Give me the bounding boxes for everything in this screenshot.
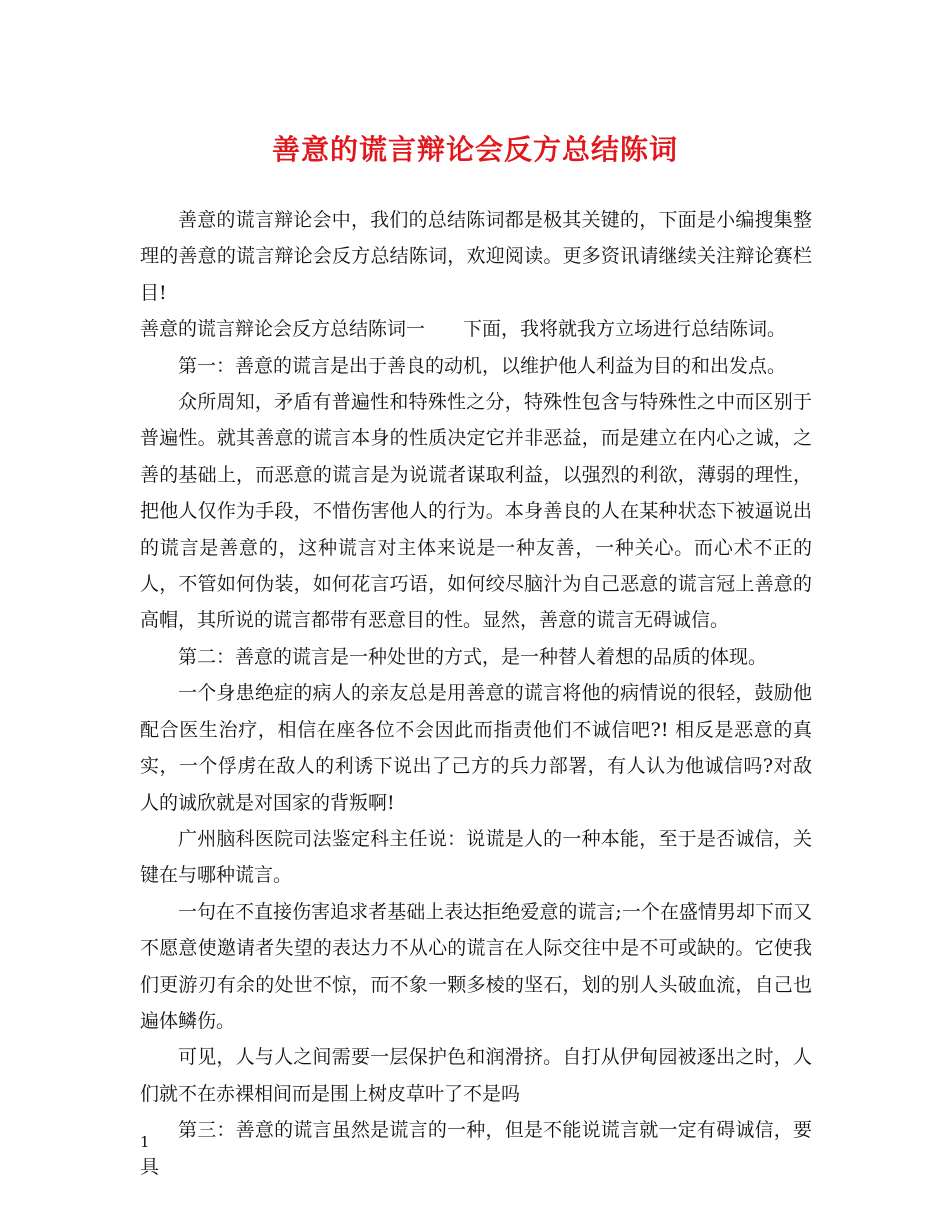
paragraph-heading: 善意的谎言辩论会反方总结陈词一 下面，我将就我方立场进行总结陈词。 — [140, 318, 787, 341]
paragraph-body: 广州脑科医院司法鉴定科主任说：说谎是人的一种本能，至于是否诚信，关键在与哪种谎言。 — [140, 827, 812, 887]
paragraph-intro: 善意的谎言辩论会中，我们的总结陈词都是极其关键的，下面是小编搜集整理的善意的谎言辩论会反方总结陈词，欢迎阅读。更多资讯请继续关注辩论赛栏目! — [140, 209, 812, 304]
paragraph-body: 可见，人与人之间需要一层保护色和润滑挤。自打从伊甸园被逐出之时，人们就不在赤裸相间而是围上树皮草叶了不是吗 — [140, 1046, 812, 1105]
paragraph-point-two: 第二：善意的谎言是一种处世的方式，是一种替人着想的品质的体现。 — [178, 645, 768, 668]
page-number: 1 — [140, 1133, 150, 1151]
paragraph-body: 众所周知，矛盾有普遍性和特殊性之分，特殊性包含与特殊性之中而区别于普遍性。就其善意的谎言本身的性质决定它并非恶益，而是建立在内心之诚，之善的基础上，而恶意的谎言是为说谎者谋取利益，以强烈的利欲，薄弱的理性，把他人仅作为手段，不惜伤害他人的行为。本身善良的人在某种状态下被逼说出的谎言是善意的，这种谎言对主体来说是一种友善，一种关心。而心术不正的人，不管如何伪装，如何花言巧语，如何绞尽脑汁为自己恶意的谎言冠上善意的高帽，其所说的谎言都带有恶意目的性。显然，善意的谎言无碍诚信。 — [140, 391, 812, 632]
paragraph-body: 一个身患绝症的病人的亲友总是用善意的谎言将他的病情说的很轻，鼓励他配合医生治疗，相信在座各位不会因此而指责他们不诚信吧?! 相反是恶意的真实，一个俘虏在敌人的利诱下说出了己方的兵力部署，有人认为他诚信吗?对敌人的诚欣就是对国家的背叛啊! — [140, 682, 812, 814]
document-title: 善意的谎言辩论会反方总结陈词 — [271, 133, 678, 166]
document-body — [140, 202, 812, 1185]
paragraph-point-three: 第三：善意的谎言虽然是谎言的一种，但是不能说谎言就一定有碍诚信，要具 — [140, 1119, 812, 1178]
paragraph-body: 一句在不直接伤害追求者基础上表达拒绝爱意的谎言;一个在盛情男却下而又不愿意使邀请者失望的表达力不从心的谎言在人际交往中是不可或缺的。它使我们更游刃有余的处世不惊，而不象一颗多棱的坚石，划的别人头破血流，自己也遍体鳞伤。 — [140, 900, 812, 1032]
paragraph-point-one: 第一：善意的谎言是出于善良的动机，以维护他人利益为目的和出发点。 — [178, 354, 787, 377]
